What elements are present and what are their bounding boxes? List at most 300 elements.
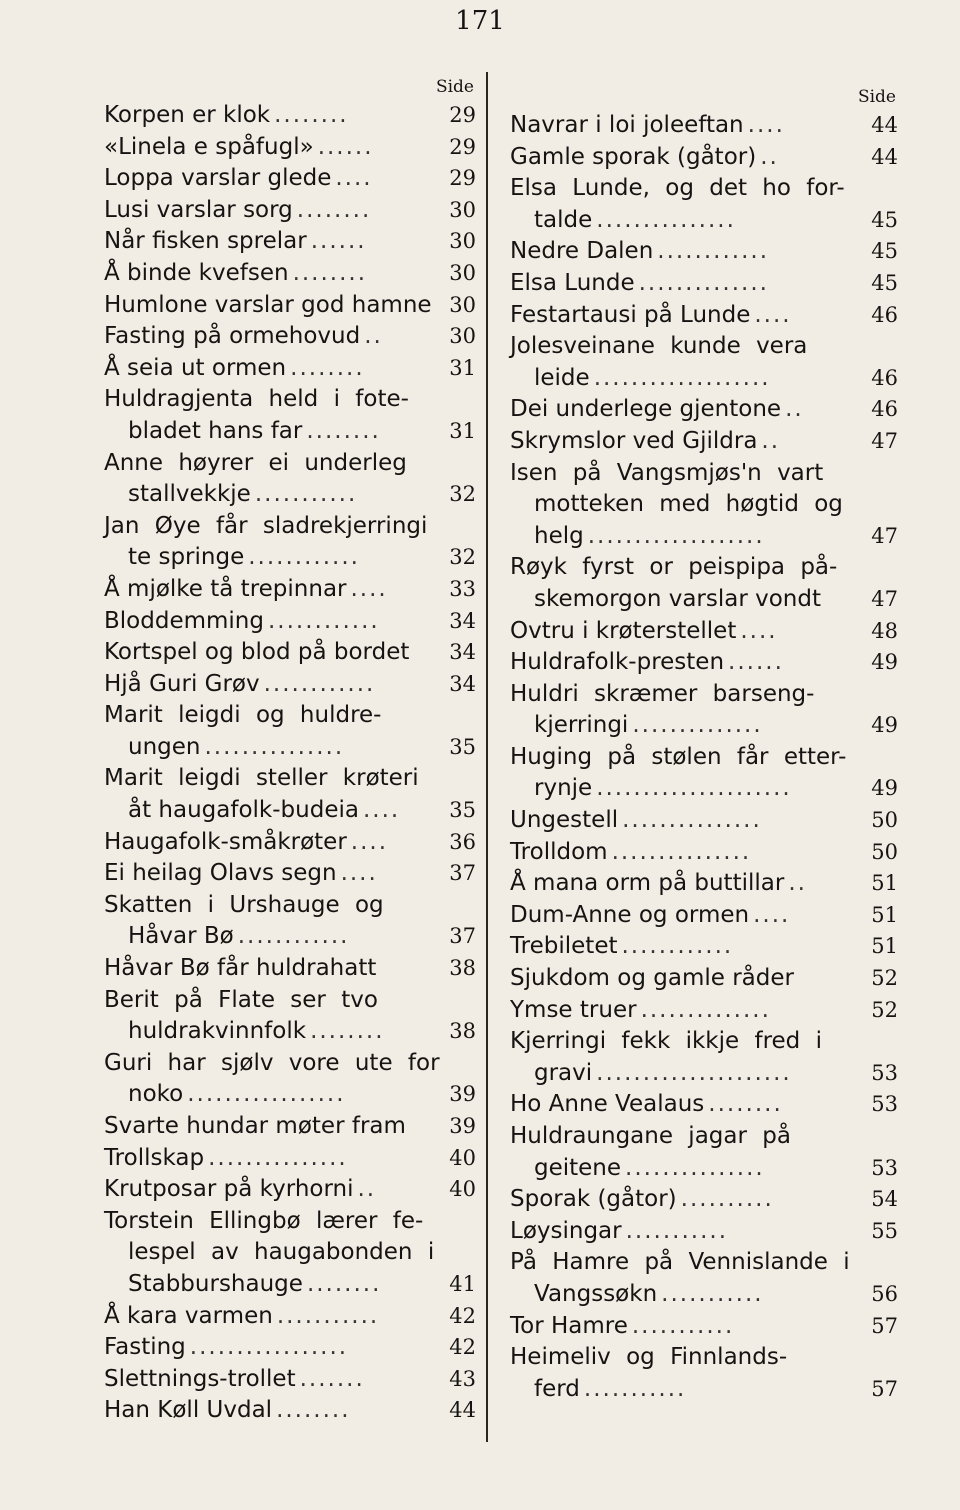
toc-entry-line [104, 1079, 476, 1111]
toc-entry [510, 1089, 898, 1121]
toc-entry-line [104, 637, 476, 669]
toc-entry-title: leide [534, 364, 590, 391]
toc-page-number: 29 [449, 103, 476, 127]
toc-page-number: 44 [449, 1398, 476, 1423]
toc-page-number: 30 [449, 324, 476, 349]
toc-entry-line [510, 584, 898, 616]
toc-entry-line [510, 394, 898, 426]
toc-page-number: 56 [871, 1281, 898, 1306]
toc-entry-title: Tor Hamre [510, 1312, 628, 1339]
toc-entry [510, 931, 898, 963]
toc-leader-dots: ............ [621, 933, 734, 960]
toc-leader-dots: .. [760, 143, 779, 170]
toc-entry-line [104, 1111, 476, 1143]
toc-entry [104, 1206, 476, 1301]
toc-page-number: 51 [871, 902, 898, 927]
toc-page-number: 47 [871, 428, 898, 453]
toc-entry-line [104, 858, 476, 890]
toc-entry-line [510, 710, 898, 742]
toc-entry-title: Loppa varslar glede [104, 165, 332, 192]
side-label: Side [857, 87, 896, 107]
toc-entry-title: Han Køll Uvdal [104, 1397, 273, 1424]
toc-page-number: 46 [871, 365, 898, 390]
toc-leader-dots: .... [362, 797, 401, 824]
toc-leader-dots: ................. [187, 1081, 346, 1108]
toc-page-number: 39 [449, 1082, 476, 1107]
toc-page-number: 37 [449, 861, 476, 886]
toc-page-number: 57 [871, 1376, 898, 1401]
toc-entry-line [510, 647, 898, 679]
toc-page-number: 45 [871, 207, 898, 232]
toc-entry [104, 606, 476, 638]
toc-entry [510, 1184, 898, 1216]
toc-entry-title: noko [128, 1081, 184, 1108]
toc-page-number: 45 [871, 239, 898, 264]
toc-entry [510, 110, 898, 142]
toc-page-number: 42 [449, 1303, 476, 1328]
toc-page-number: 51 [871, 934, 898, 959]
toc-entry-line [104, 100, 476, 132]
toc-leader-dots: ............... [611, 838, 752, 865]
toc-page-number: 30 [449, 260, 476, 285]
toc-leader-dots: .. [357, 1176, 377, 1203]
toc-entry-line [510, 363, 898, 395]
toc-entry-line [510, 205, 898, 237]
toc-page-number: 32 [449, 482, 476, 507]
toc-page-number: 57 [871, 1313, 898, 1338]
toc-entry-title: Elsa Lunde [510, 269, 635, 296]
toc-page-number: 30 [449, 197, 476, 222]
toc-entry-title: Ovtru i krøterstellet [510, 617, 737, 644]
toc-leader-dots: .... [350, 828, 389, 855]
toc-entry [510, 1121, 898, 1184]
toc-entry [510, 1247, 898, 1310]
toc-entry-line [510, 931, 898, 963]
toc-entry [510, 426, 898, 458]
toc-entry-title: bladet hans far [128, 417, 303, 444]
toc-entry-title: Gamle sporak (gåtor) [510, 143, 757, 170]
toc-leader-dots: .... [747, 112, 785, 138]
toc-entry-line [104, 669, 476, 701]
toc-page-number: 29 [449, 134, 476, 159]
toc-entry-line [510, 458, 898, 490]
toc-leader-dots: ............ [263, 670, 376, 697]
toc-entry-title: gravi [534, 1059, 593, 1086]
toc-entry [104, 858, 476, 890]
toc-entry-title: Berit på Flate ser tvo [104, 986, 378, 1013]
toc-entry-line [510, 1184, 898, 1216]
toc-entry-line [510, 679, 898, 711]
toc-entry-line [510, 331, 898, 363]
toc-entry [510, 1342, 898, 1405]
toc-page-number: 49 [871, 650, 898, 675]
toc-page-number: 50 [871, 839, 898, 864]
toc-leader-dots: ..................... [596, 775, 792, 802]
toc-entry-title: Huldri skræmer barseng- [510, 680, 815, 707]
toc-entry-title: Haugafolk-småkrøter [104, 828, 347, 855]
toc-leader-dots: ........... [276, 1302, 380, 1329]
toc-leader-dots: ....... [299, 1365, 365, 1392]
toc-list-left [104, 100, 476, 1427]
toc-entry [104, 827, 476, 859]
toc-entry [510, 1216, 898, 1248]
toc-leader-dots: .... [350, 575, 388, 602]
toc-page-number: 45 [871, 270, 898, 295]
toc-entry [104, 985, 476, 1048]
toc-entry [104, 763, 476, 826]
toc-leader-dots: .... [335, 165, 373, 192]
toc-entry-title: Nedre Dalen [510, 238, 654, 265]
toc-leader-dots: ............... [208, 1144, 348, 1171]
toc-entry-line [104, 732, 476, 764]
toc-entry-title: «Linela e spåfugl» [104, 133, 314, 160]
toc-entry-line [510, 1279, 898, 1311]
toc-entry-line [510, 1058, 898, 1090]
toc-leader-dots: ........... [631, 1312, 735, 1339]
toc-entry [104, 700, 476, 763]
toc-page-number: 46 [871, 302, 898, 327]
toc-entry [510, 458, 898, 553]
toc-entry [104, 1301, 476, 1333]
toc-entry-title: Skrymslor ved Gjildra [510, 427, 758, 454]
toc-entry-line [104, 1301, 476, 1333]
page-number: 171 [455, 6, 505, 36]
toc-page-number: 41 [449, 1271, 476, 1296]
toc-entry-title: Anne høyrer ei underleg [104, 449, 407, 476]
toc-page-number: 33 [449, 576, 476, 601]
toc-entry [104, 890, 476, 953]
toc-entry [510, 647, 898, 679]
toc-entry-title: Skatten i Urshauge og [104, 891, 384, 918]
toc-entry-title: Marit leigdi og huldre- [104, 702, 382, 729]
toc-entry-line [510, 236, 898, 268]
toc-leader-dots: ................. [189, 1334, 349, 1361]
toc-page-number: 52 [871, 966, 898, 991]
toc-entry-title: huldrakvinnfolk [128, 1018, 307, 1045]
toc-page-number: 37 [449, 924, 476, 949]
toc-entry [510, 963, 898, 995]
toc-entry-title: Å binde kvefsen [104, 259, 289, 286]
toc-page-number: 31 [449, 355, 476, 380]
toc-entry-title: talde [534, 206, 593, 233]
toc-entry-line [510, 868, 898, 900]
toc-entry-title: Dum-Anne og ormen [510, 901, 750, 928]
toc-page-number: 31 [449, 418, 476, 443]
toc-entry [510, 268, 898, 300]
toc-page-number: 52 [871, 997, 898, 1022]
toc-entry-line [104, 479, 476, 511]
toc-entry-line [510, 1216, 898, 1248]
toc-entry [510, 331, 898, 394]
toc-page-number: 29 [449, 166, 476, 191]
toc-leader-dots: ............ [248, 544, 360, 571]
toc-page-number: 43 [449, 1366, 476, 1391]
toc-entry-line [104, 827, 476, 859]
toc-entry-title: Marit leigdi steller krøteri [104, 765, 419, 792]
toc-entry-title: På Hamre på Vennislande i [510, 1249, 850, 1276]
toc-entry-line [104, 921, 476, 953]
toc-entry-title: Torstein Ellingbø lærer fe- [104, 1207, 424, 1234]
toc-page-number: 47 [871, 523, 898, 548]
toc-leader-dots: ............ [657, 238, 770, 265]
toc-entry-line [104, 511, 476, 543]
toc-entry-line [104, 606, 476, 638]
toc-page-number: 40 [449, 1177, 476, 1202]
toc-entry [104, 1395, 476, 1427]
toc-entry-title: Håvar Bø får huldrahatt [104, 955, 377, 982]
toc-entry-line [510, 742, 898, 774]
toc-entry-title: Når fisken sprelar [104, 228, 307, 255]
toc-page-number: 48 [871, 618, 898, 643]
toc-entry-line [510, 489, 898, 521]
toc-entry-title: helg [534, 522, 584, 549]
toc-leader-dots: ...... [728, 649, 784, 676]
toc-entry [104, 258, 476, 290]
toc-entry-line [510, 963, 898, 995]
toc-column-left [104, 74, 476, 1427]
toc-entry-title: Huldragjenta held i fote- [104, 386, 409, 413]
toc-entry [104, 1364, 476, 1396]
toc-entry-title: Kortspel og blod på bordet [104, 639, 410, 666]
toc-entry [510, 552, 898, 615]
toc-entry [104, 226, 476, 258]
toc-entry-title: Korpen er klok [104, 102, 271, 128]
toc-leader-dots: .... [740, 617, 778, 644]
toc-leader-dots: ..................... [596, 1059, 792, 1086]
toc-entry [104, 1174, 476, 1206]
toc-entry [104, 100, 476, 132]
toc-entry-title: te springe [128, 544, 245, 571]
toc-entry-line [510, 995, 898, 1027]
toc-entry [104, 384, 476, 447]
toc-entry-line [510, 805, 898, 837]
toc-entry-line [104, 700, 476, 732]
toc-entry [510, 394, 898, 426]
toc-entry-line [104, 384, 476, 416]
toc-leader-dots: .. [761, 427, 781, 454]
toc-page-number: 51 [871, 871, 898, 896]
toc-leader-dots: .. [364, 323, 383, 350]
toc-entry-line [510, 268, 898, 300]
toc-leader-dots: ............ [267, 607, 380, 634]
toc-page-number: 34 [449, 640, 476, 665]
toc-entry [510, 837, 898, 869]
toc-entry-title: Huldrafolk-presten [510, 649, 725, 676]
toc-leader-dots: .... [753, 901, 791, 928]
toc-leader-dots: ........... [583, 1375, 687, 1402]
toc-entry [104, 163, 476, 195]
toc-page-number: 34 [449, 671, 476, 696]
toc-entry-line [510, 900, 898, 932]
toc-entry [510, 900, 898, 932]
toc-leader-dots: ...... [310, 228, 367, 255]
toc-leader-dots: ........ [274, 102, 349, 128]
toc-entry [104, 353, 476, 385]
toc-entry [510, 679, 898, 742]
toc-entry [104, 195, 476, 227]
toc-column-right [510, 74, 898, 1405]
toc-leader-dots: ............ [237, 923, 350, 950]
toc-entry-line [104, 1269, 476, 1301]
toc-page-number: 49 [871, 713, 898, 738]
toc-entry-line [104, 416, 476, 448]
toc-entry-title: Hjå Guri Grøv [104, 670, 260, 697]
toc-entry-line [510, 837, 898, 869]
toc-entry [510, 1026, 898, 1089]
toc-page-number: 35 [449, 734, 476, 759]
toc-entry-title: rynje [534, 775, 593, 802]
toc-page-number: 54 [871, 1187, 898, 1212]
toc-entry-title: Håvar Bø [128, 923, 234, 950]
toc-entry-title: Ungestell [510, 807, 619, 834]
toc-entry-title: Sporak (gåtor) [510, 1186, 677, 1213]
toc-entry-title: Bloddemming [104, 607, 264, 634]
toc-leader-dots: .............. [640, 996, 771, 1023]
toc-entry-title: Krutposar på kyrhorni [104, 1176, 354, 1203]
toc-leader-dots: .. [788, 870, 807, 897]
toc-entry-title: Svarte hundar møter fram [104, 1113, 406, 1139]
toc-page-number: 38 [449, 1019, 476, 1044]
toc-entry [104, 574, 476, 606]
toc-entry [104, 448, 476, 511]
toc-page-number: 30 [449, 229, 476, 254]
toc-entry-line [104, 1395, 476, 1427]
toc-entry-line [510, 142, 898, 174]
toc-entry [510, 805, 898, 837]
toc-page-number: 42 [449, 1335, 476, 1360]
toc-entry-line [510, 1374, 898, 1406]
toc-page-number: 35 [449, 798, 476, 823]
toc-entry-line [104, 542, 476, 574]
toc-entry-title: kjerringi [534, 712, 629, 739]
toc-entry-title: lespel av haugabonden i [128, 1239, 435, 1266]
toc-entry-title: Fasting [104, 1334, 186, 1361]
toc-page-number: 49 [871, 776, 898, 801]
toc-entry-title: Guri har sjølv vore ute for [104, 1049, 440, 1076]
toc-entry-line [104, 163, 476, 195]
toc-entry-line [510, 552, 898, 584]
toc-entry-title: Isen på Vangsmjøs'n vart [510, 459, 824, 486]
toc-entry [104, 132, 476, 164]
toc-entry [510, 868, 898, 900]
toc-entry [104, 511, 476, 574]
toc-entry-title: Trollskap [104, 1144, 205, 1171]
toc-entry-title: Sjukdom og gamle råder [510, 965, 794, 992]
toc-entry [104, 290, 476, 322]
toc-entry-line [510, 1311, 898, 1343]
toc-entry-title: Heimeliv og Finnlands- [510, 1344, 788, 1371]
toc-page-number: 53 [871, 1060, 898, 1085]
toc-entry-title: Jolesveinane kunde vera [510, 333, 808, 360]
toc-page-number: 34 [449, 608, 476, 633]
toc-leader-dots: ...... [317, 133, 374, 160]
toc-entry-title: Løysingar [510, 1217, 622, 1244]
toc-entry-title: Å mana orm på buttillar [510, 870, 785, 897]
toc-entry-line [104, 1237, 476, 1269]
toc-leader-dots: ........... [254, 481, 358, 508]
toc-page-number: 44 [871, 113, 898, 137]
toc-entry [104, 1143, 476, 1175]
toc-page-number: 53 [871, 1155, 898, 1180]
toc-entry-line [510, 1342, 898, 1374]
toc-list-right [510, 110, 898, 1405]
toc-leader-dots: .............. [632, 712, 763, 739]
toc-leader-dots: ................... [587, 522, 765, 549]
toc-leader-dots: .. [785, 396, 804, 423]
toc-entry [510, 1311, 898, 1343]
toc-entry-line [104, 1206, 476, 1238]
toc-entry-title: Fasting på ormehovud [104, 323, 361, 350]
toc-entry-line [104, 321, 476, 353]
toc-entry-title: Festartausi på Lunde [510, 301, 751, 328]
toc-entry-line [104, 195, 476, 227]
toc-leader-dots: ............... [596, 206, 736, 233]
toc-entry-line [510, 521, 898, 553]
toc-page-number: 36 [449, 829, 476, 854]
toc-entry [510, 616, 898, 648]
toc-leader-dots: ........ [292, 259, 368, 286]
toc-page-number: 39 [449, 1114, 476, 1138]
toc-entry [510, 236, 898, 268]
toc-entry-title: Dei underlege gjentone [510, 396, 782, 423]
toc-page-number: 32 [449, 545, 476, 570]
toc-entry [104, 1111, 476, 1143]
toc-entry [510, 142, 898, 174]
toc-leader-dots: ........... [661, 1280, 764, 1307]
toc-entry [104, 953, 476, 985]
toc-leader-dots: .......... [680, 1186, 774, 1213]
toc-page-number: 44 [871, 144, 898, 169]
toc-entry-line [104, 574, 476, 606]
toc-entry-line [104, 258, 476, 290]
toc-leader-dots: ................... [593, 364, 771, 391]
toc-leader-dots: ........ [708, 1091, 783, 1118]
toc-entry-line [104, 953, 476, 985]
toc-entry-line [510, 1121, 898, 1153]
toc-page-number: 47 [871, 586, 898, 611]
toc-entry-title: Humlone varslar god hamne [104, 291, 432, 318]
toc-entry-title: Stabburshauge [128, 1270, 303, 1297]
toc-leader-dots: ............... [204, 733, 345, 760]
toc-entry [104, 321, 476, 353]
toc-entry-title: Navrar i loi joleeftan [510, 112, 744, 138]
toc-entry-title: Huging på stølen får etter- [510, 743, 847, 770]
toc-entry-line [104, 226, 476, 258]
toc-page-number: 38 [449, 956, 476, 981]
toc-entry-line [104, 890, 476, 922]
toc-entry-title: Trolldom [510, 838, 608, 865]
toc-entry-title: Slettnings-trollet [104, 1365, 296, 1392]
toc-entry-title: stallvekkje [128, 481, 251, 508]
toc-entry-title: geitene [534, 1154, 622, 1181]
toc-page-number: 46 [871, 397, 898, 422]
toc-leader-dots: ........ [276, 1397, 351, 1424]
toc-leader-dots: .............. [638, 269, 769, 296]
toc-entry-line [104, 132, 476, 164]
toc-entry-line [510, 1026, 898, 1058]
toc-leader-dots: .... [754, 301, 792, 328]
toc-entry-line [510, 773, 898, 805]
toc-leader-dots: ............... [625, 1154, 765, 1181]
toc-page-number: 55 [871, 1218, 898, 1243]
toc-entry [104, 1048, 476, 1111]
toc-entry-title: ferd [534, 1375, 580, 1402]
toc-entry-line [104, 448, 476, 480]
toc-entry [510, 173, 898, 236]
toc-entry [510, 742, 898, 805]
toc-entry-line [104, 1016, 476, 1048]
toc-entry-title: Huldraungane jagar på [510, 1123, 791, 1149]
